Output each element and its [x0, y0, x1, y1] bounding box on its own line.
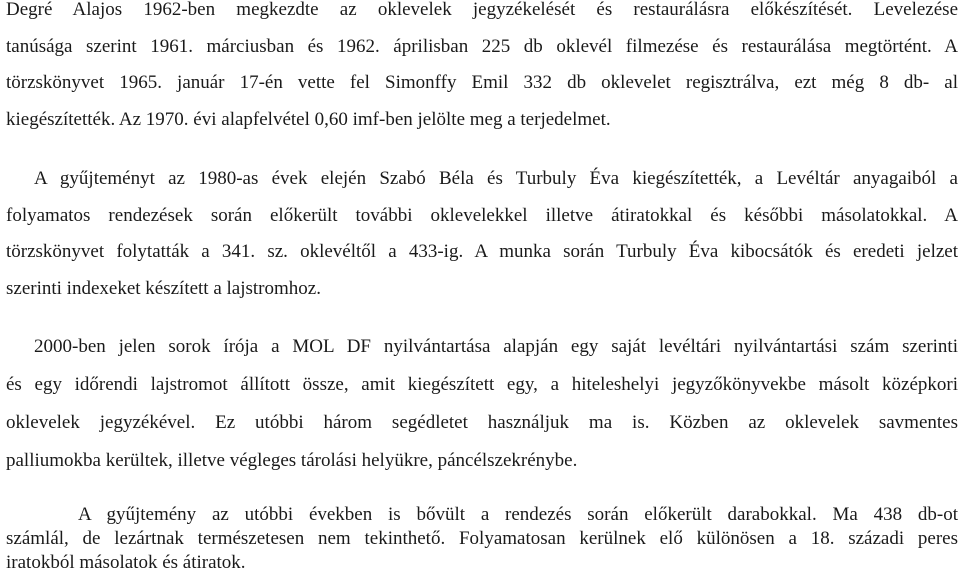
paragraph-line: A gyűjtemény az utóbbi években is bővült a rendezés során előkerült darabokkal. Ma 438 db-ot	[78, 504, 958, 525]
paragraph-line: számlál, de lezártnak természetesen nem tekinthető. Folyamatosan kerülnek elő különösen a 18. századi peres	[6, 528, 958, 549]
paragraph-line: oklevelek jegyzékével. Ez utóbbi három segédletet használjuk ma is. Közben az oklevelek savmentes	[6, 412, 958, 433]
paragraph-line: iratokból másolatok és átiratok.	[6, 552, 246, 573]
paragraph-line: A gyűjteményt az 1980-as évek elején Szabó Béla és Turbuly Éva kiegészítették, a Levéltár anyagaiból a	[34, 168, 958, 189]
paragraph-line: Degré Alajos 1962-ben megkezdte az oklevelek jegyzékelését és restaurálásra előkészítését. Levelezése	[6, 0, 958, 20]
paragraph-line: kiegészítették. Az 1970. évi alapfelvétel 0,60 imf-ben jelölte meg a terjedelmet.	[6, 108, 611, 130]
paragraph-line: folyamatos rendezések során előkerült további oklevelekkel illetve átiratokkal és későbbi másolatokkal. A	[6, 204, 958, 226]
paragraph-line: és egy időrendi lajstromot állított össze, amit kiegészített egy, a hiteleshelyi jegyzőkönyvekbe másolt középkori	[6, 374, 958, 395]
paragraph-line: tanúsága szerint 1961. márciusban és 1962. áprilisban 225 db oklevél filmezése és restaurálása megtörtént. A	[6, 35, 958, 57]
paragraph-line: törzskönyvet 1965. január 17-én vette fel Simonffy Emil 332 db oklevelet regisztrálva, ezt még 8 db- al	[6, 72, 958, 93]
paragraph-line: palliumokba kerültek, illetve végleges tárolási helyükre, páncélszekrénybe.	[6, 450, 578, 471]
paragraph-3	[6, 328, 958, 480]
paragraph-line: szerinti indexeket készített a lajstromhoz.	[6, 277, 321, 299]
paragraph-4	[6, 503, 958, 574]
paragraph-1	[6, 0, 958, 138]
paragraph-2	[6, 161, 958, 307]
paragraph-line: törzskönyvet folytatták a 341. sz. oklevéltől a 433-ig. A munka során Turbuly Éva kibocsátók és eredeti jelzet	[6, 241, 958, 262]
paragraph-line: 2000-ben jelen sorok írója a MOL DF nyilvántartása alapján egy saját levéltári nyilvántartási szám szerinti	[34, 336, 958, 357]
